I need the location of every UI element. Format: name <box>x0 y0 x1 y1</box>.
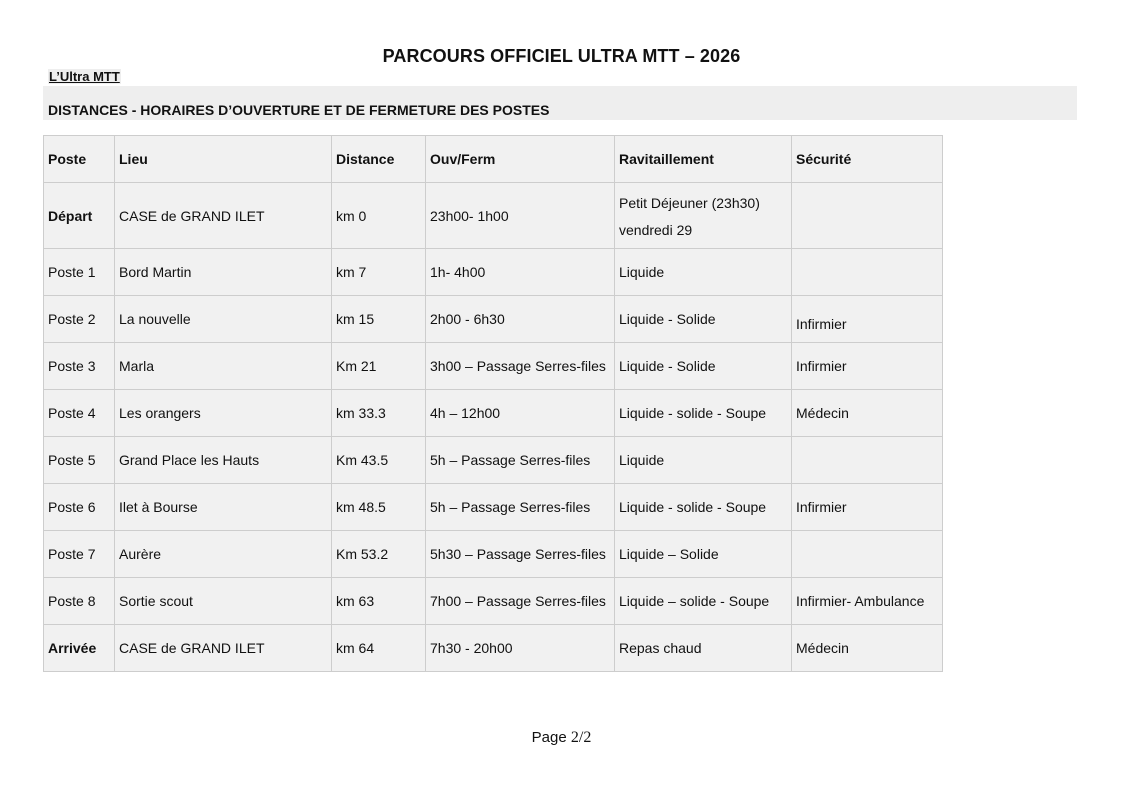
cell-lieu: Grand Place les Hauts <box>115 437 332 484</box>
cell-lieu: CASE de GRAND ILET <box>115 183 332 249</box>
cell-ouvferm: 5h – Passage Serres-files <box>426 437 615 484</box>
cell-securite: Médecin <box>792 390 943 437</box>
table-row <box>44 183 943 249</box>
header-lieu: Lieu <box>115 136 332 183</box>
securite-text: Infirmier <box>796 316 847 332</box>
cell-distance: km 63 <box>332 578 426 625</box>
cell-ouvferm: 3h00 – Passage Serres-files <box>426 343 615 390</box>
header-poste: Poste <box>44 136 115 183</box>
cell-lieu: Aurère <box>115 531 332 578</box>
cell-lieu: La nouvelle <box>115 296 332 343</box>
cell-ouvferm: 1h- 4h00 <box>426 249 615 296</box>
cell-distance: Km 43.5 <box>332 437 426 484</box>
cell-ravitaillement: Repas chaud <box>615 625 792 672</box>
cell-distance: km 64 <box>332 625 426 672</box>
table-row <box>44 625 943 672</box>
cell-ravitaillement: Liquide - Solide <box>615 343 792 390</box>
table-row <box>44 437 943 484</box>
cell-ravitaillement: Liquide – Solide <box>615 531 792 578</box>
document-subtitle: L’Ultra MTT <box>49 69 120 84</box>
cell-poste: Poste 6 <box>44 484 115 531</box>
cell-ouvferm: 4h – 12h00 <box>426 390 615 437</box>
table-row <box>44 296 943 343</box>
cell-poste: Poste 3 <box>44 343 115 390</box>
cell-poste: Départ <box>44 183 115 249</box>
cell-ravitaillement: Liquide – solide - Soupe <box>615 578 792 625</box>
cell-distance: km 33.3 <box>332 390 426 437</box>
cell-securite: Infirmier- Ambulance <box>792 578 943 625</box>
header-ouvferm: Ouv/Ferm <box>426 136 615 183</box>
cell-securite: Médecin <box>792 625 943 672</box>
cell-lieu: Les orangers <box>115 390 332 437</box>
table-row <box>44 343 943 390</box>
table-row <box>44 578 943 625</box>
schedule-table <box>43 135 943 672</box>
cell-lieu: Ilet à Bourse <box>115 484 332 531</box>
cell-poste: Arrivée <box>44 625 115 672</box>
cell-ravitaillement: Liquide - solide - Soupe <box>615 390 792 437</box>
ravitaillement-line-1: Petit Déjeuner (23h30) <box>619 194 760 211</box>
cell-securite <box>792 183 943 249</box>
document-title: PARCOURS OFFICIEL ULTRA MTT – 2026 <box>382 46 741 66</box>
cell-lieu: Bord Martin <box>115 249 332 296</box>
cell-ouvferm: 2h00 - 6h30 <box>426 296 615 343</box>
cell-distance: km 15 <box>332 296 426 343</box>
cell-distance: km 0 <box>332 183 426 249</box>
cell-distance: Km 53.2 <box>332 531 426 578</box>
page-footer <box>0 729 1123 747</box>
cell-ravitaillement: Liquide - solide - Soupe <box>615 484 792 531</box>
cell-securite: Infirmier <box>792 484 943 531</box>
cell-poste: Poste 1 <box>44 249 115 296</box>
header-securite: Sécurité <box>792 136 943 183</box>
cell-poste: Poste 2 <box>44 296 115 343</box>
cell-ravitaillement <box>615 183 792 249</box>
page-number: 2/2 <box>570 729 592 746</box>
cell-lieu: CASE de GRAND ILET <box>115 625 332 672</box>
page-label: Page <box>531 729 567 746</box>
table-row <box>44 390 943 437</box>
cell-lieu: Sortie scout <box>115 578 332 625</box>
cell-securite <box>792 296 943 343</box>
cell-poste: Poste 7 <box>44 531 115 578</box>
cell-ouvferm: 5h – Passage Serres-files <box>426 484 615 531</box>
cell-lieu: Marla <box>115 343 332 390</box>
cell-distance: km 48.5 <box>332 484 426 531</box>
cell-securite <box>792 531 943 578</box>
ravitaillement-line-2: vendredi 29 <box>619 221 693 238</box>
cell-distance: km 7 <box>332 249 426 296</box>
cell-distance: Km 21 <box>332 343 426 390</box>
cell-securite <box>792 437 943 484</box>
cell-ouvferm: 23h00- 1h00 <box>426 183 615 249</box>
cell-poste: Poste 5 <box>44 437 115 484</box>
table-header-row <box>44 136 943 183</box>
header-ravitaillement: Ravitaillement <box>615 136 792 183</box>
cell-ouvferm: 5h30 – Passage Serres-files <box>426 531 615 578</box>
cell-ouvferm: 7h00 – Passage Serres-files <box>426 578 615 625</box>
cell-poste: Poste 4 <box>44 390 115 437</box>
section-title: DISTANCES - HORAIRES D’OUVERTURE ET DE FERMETURE DES POSTES <box>48 102 550 118</box>
cell-securite <box>792 249 943 296</box>
cell-ravitaillement: Liquide <box>615 249 792 296</box>
cell-ouvferm: 7h30 - 20h00 <box>426 625 615 672</box>
table-row <box>44 484 943 531</box>
table-row <box>44 531 943 578</box>
cell-poste: Poste 8 <box>44 578 115 625</box>
table-row <box>44 249 943 296</box>
header-distance: Distance <box>332 136 426 183</box>
cell-ravitaillement: Liquide - Solide <box>615 296 792 343</box>
cell-ravitaillement: Liquide <box>615 437 792 484</box>
cell-securite: Infirmier <box>792 343 943 390</box>
